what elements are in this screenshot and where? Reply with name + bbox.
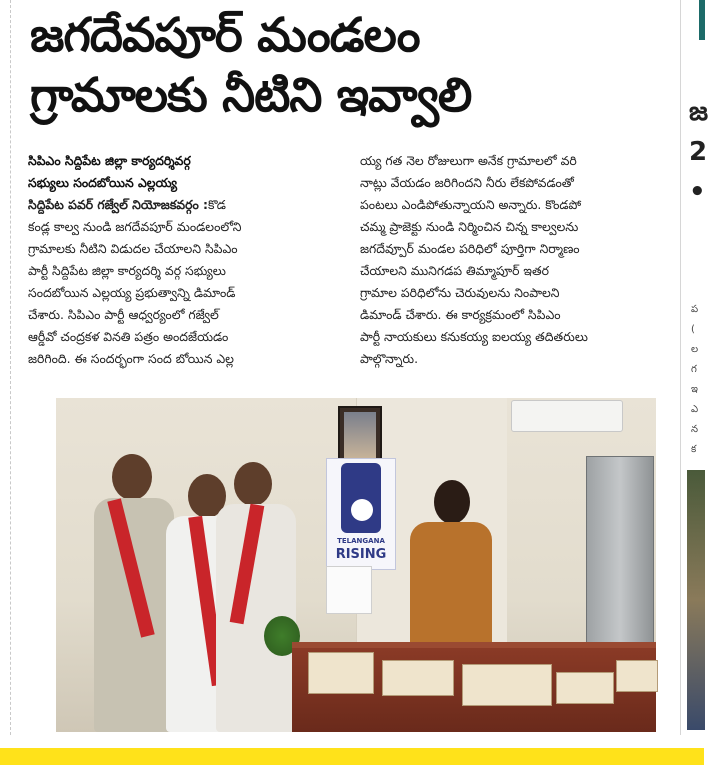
person-body (94, 498, 174, 732)
adjacent-photo (687, 470, 705, 730)
headline-line-1: జగదేవపూర్ మండలం (30, 8, 420, 63)
subhead-line-2: సభ్యులు సందబోయిన ఎల్లయ్య (28, 175, 178, 190)
person-head (434, 480, 470, 524)
portrait (344, 412, 376, 462)
article-line: నాట్లు వేయడం జరిగిందని నీరు లేకపోవడంతో (360, 175, 574, 190)
person-1 (94, 454, 174, 732)
article-line: సందబోయిన ఎల్లయ్య ప్రభుత్వాన్ని డిమాండ్ (28, 285, 236, 300)
petition-letter (326, 566, 372, 614)
adjacent-small-char: ( (691, 324, 695, 335)
article-line: పంటలు ఎండిపోతున్నాయని అన్నారు. కొండపో (360, 197, 582, 212)
adjacent-char: • (689, 177, 706, 207)
news-photo (56, 398, 656, 732)
adjacent-char: జ (689, 97, 708, 127)
left-column-rule (0, 0, 11, 735)
article-line: గ్రామాల పరిధిలోను చెరువులను నింపాలని (360, 285, 560, 300)
article-line: గ్రామాలకు నీటిని విడుదల చేయాలని సిపిఎం (28, 241, 238, 256)
adjacent-small-char: ప (691, 304, 699, 315)
article-line: చేయాలని మునిగడప తిమ్మాపూర్ ఇతర (360, 263, 549, 278)
banner-logo-one (341, 463, 381, 533)
adjacent-headline-chars (689, 92, 708, 212)
person-body (410, 522, 492, 660)
footer-yellow-bar (0, 748, 704, 765)
article-line: జరిగింది. ఈ సందర్భంగా సంద బోయిన ఎల్ల (28, 351, 234, 366)
file-stack (616, 660, 658, 692)
file-stack (382, 660, 454, 696)
banner-text-telangana: TELANGANA (337, 537, 385, 545)
person-3 (216, 462, 296, 732)
article-line: య్య గత నెల రోజులుగా అనేక గ్రామాలలో వరి (360, 153, 577, 168)
headline (30, 6, 650, 126)
adjacent-text-chars (691, 300, 703, 460)
dateline: సిద్దిపేట పవర్ గజ్వేల్ నియోజకవర్గం : (28, 197, 209, 212)
article-line (28, 194, 338, 216)
person-4-officer (410, 480, 492, 660)
adjacent-small-char: ల (691, 344, 699, 355)
air-conditioner (511, 400, 623, 432)
article-column-right (360, 150, 662, 370)
teal-block (699, 0, 705, 40)
article-line: చేశారు. సిపిఎం పార్టీ ఆధ్వర్యంలో గజ్వేల్ (28, 307, 219, 322)
banner-text-rising: RISING (335, 547, 387, 562)
adjacent-small-char: ఎ (691, 404, 699, 415)
adjacent-small-char: న (691, 424, 699, 435)
banner-seal-icon (351, 499, 373, 521)
article-line: పాల్గొన్నారు. (360, 351, 419, 366)
article-line: కండ్ల కాల్వ నుండి జగదేవపూర్ మండలంలోని (28, 219, 242, 234)
article-line: చమ్మ ప్రాజెక్టు నుండి నిర్మించిన చిన్న కాల్వలను (360, 219, 579, 234)
subhead-line-1: సిపిఎం సిద్దిపేట జిల్లా కార్యదర్శివర్గ (28, 153, 191, 168)
headline-line-2: గ్రామాలకు నీటిని ఇవ్వాలి (30, 68, 472, 123)
article-line: పార్టీ నాయకులు కనుకయ్య ఐలయ్య తదితరులు (360, 329, 588, 344)
article-line: డిమాండ్ చేశారు. ఈ కార్యక్రమంలో సిపిఎం (360, 307, 561, 322)
file-stack (308, 652, 374, 694)
adjacent-column-strip (680, 0, 708, 735)
article-line: పార్టీ సిద్దిపేట జిల్లా కార్యదర్శి వర్గ సభ్యులు (28, 263, 226, 278)
telangana-rising-banner (326, 458, 396, 570)
file-stack (462, 664, 552, 706)
article-text: కొడ (208, 197, 226, 212)
article-line: ఆర్డీవో చంద్రకళ వినతి పత్రం అందజేయడం (28, 329, 229, 344)
person-head (234, 462, 272, 506)
article-column-left (28, 150, 338, 370)
file-stack (556, 672, 614, 704)
article-line: జగదేవ్పూర్ మండల పరిధిలో పూర్తిగా నిర్మాణం (360, 241, 580, 256)
adjacent-small-char: ఇ (691, 384, 698, 395)
adjacent-small-char: క (691, 444, 697, 455)
person-head (112, 454, 152, 500)
adjacent-small-char: గ (691, 364, 697, 375)
adjacent-char: 2 (689, 137, 708, 167)
